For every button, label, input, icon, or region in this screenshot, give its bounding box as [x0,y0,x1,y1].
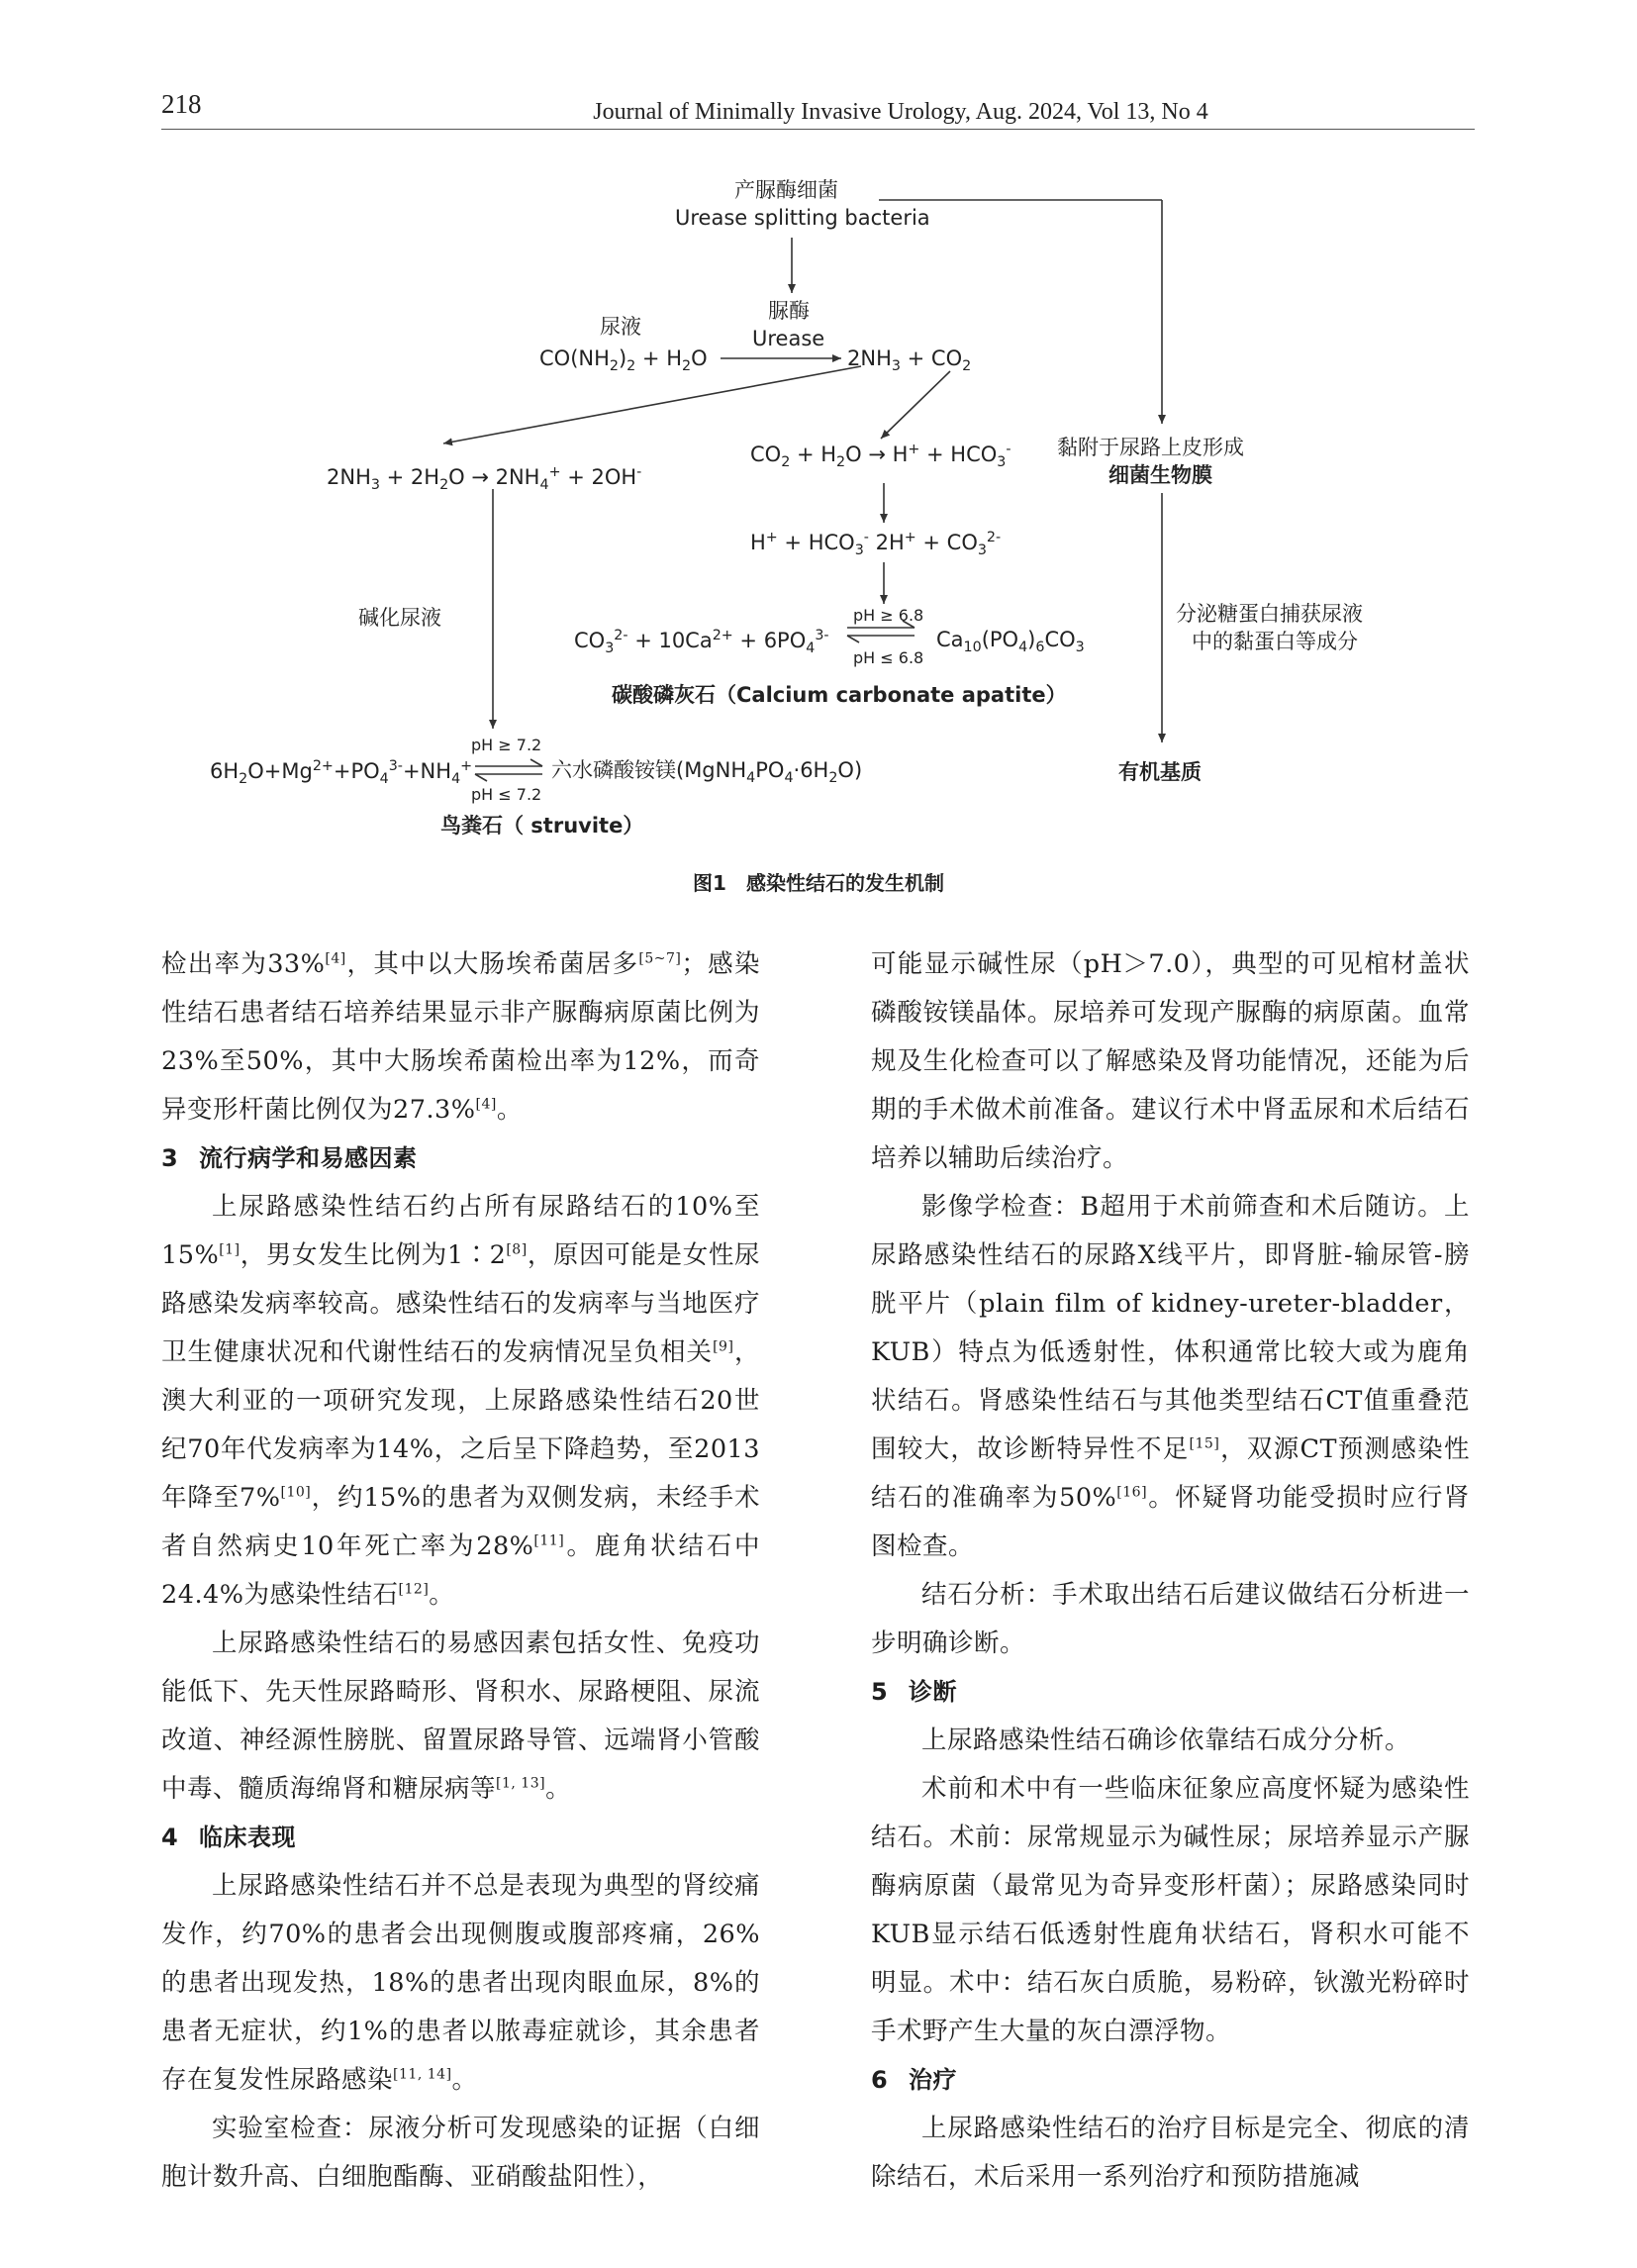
body-paragraph: 影像学检查：B超用于术前筛查和术后随访。上尿路感染性结石的尿路X线平片，即肾脏-输尿管-膀胱平片（plain film of kidney-ureter-bladder，KUB）特点为低透射性，体积通常比较大或为鹿角状结石。肾感染性结石与其他类型结石CT值重叠范围较大，故诊断特异性不足[15]，双源CT预测感染性结石的准确率为50%[16]。怀疑肾功能受损时应行肾图检查。 [871,1192,1470,1561]
label-secrete-line2: 中的黏蛋白等成分 [1192,630,1358,653]
formula-struvite-left: $6H_2O+Mg^{2+}+PO_4^{3-}+NH_4^+$ [210,758,473,788]
right-column [871,940,1470,2202]
label-alkaline-urine: 碱化尿液 [358,606,441,630]
body-paragraph: 实验室检查：尿液分析可发现感染的证据（白细胞计数升高、白细胞酯酶、亚硝酸盐阳性）， [161,2114,760,2192]
label-secrete-line1: 分泌糖蛋白捕获尿液 [1176,602,1363,626]
body-paragraph: 上尿路感染性结石的易感因素包括女性、免疫功能低下、先天性尿路畸形、肾积水、尿路梗阻、尿流改道、神经源性膀胱、留置尿路导管、远端肾小管酸中毒、髓质海绵肾和糖尿病等[1, 13]。 [161,1628,760,1804]
label-adhesion: 黏附于尿路上皮形成 [1057,436,1244,459]
body-paragraph: 检出率为33%[4]，其中以大肠埃希菌居多[5~7]；感染性结石患者结石培养结果显示非产脲酶病原菌比例为23%至50%，其中大肠埃希菌检出率为12%，而奇异变形杆菌比例仅为27.3%[4]。 [161,949,760,1125]
section-heading [161,1814,760,1862]
arrow-nh3-to-co2 [881,371,950,439]
label-biofilm: 细菌生物膜 [1108,463,1212,487]
formula-urea: $CO(NH_2)_2 + H_2O$ [539,346,708,375]
body-paragraph: 可能显示碱性尿（pH＞7.0），典型的可见棺材盖状磷酸铵镁晶体。尿培养可发现产脲酶的病原菌。血常规及生化检查可以了解感染及肾功能情况，还能为后期的手术做术前准备。建议行术中肾盂尿和术后结石培养以辅助后续治疗。 [871,949,1470,1173]
body-paragraph: 上尿路感染性结石并不总是表现为典型的肾绞痛发作，约70%的患者会出现侧腹或腹部疼痛，26%的患者出现发热，18%的患者出现肉眼血尿，8%的患者无症状，约1%的患者以脓毒症就诊，其余患者存在复发性尿路感染[11, 14]。 [161,1871,760,2095]
body-paragraph: 上尿路感染性结石约占所有尿路结石的10%至15%[1]，男女发生比例为1∶2[8]，原因可能是女性尿路感染发病率较高。感染性结石的发病率与当地医疗卫生健康状况和代谢性结石的发病情况呈负相关[9]，澳大利亚的一项研究发现，上尿路感染性结石20世纪70年代发病率为14%，之后呈下降趋势，至2013年降至7%[10]，约15%的患者为双侧发病，未经手术者自然病史10年死亡率为28%[11]。鹿角状结石中24.4%为感染性结石[12]。 [161,1192,760,1610]
label-urine: 尿液 [600,315,641,339]
section-heading [871,2056,1470,2105]
body-paragraph: 术前和术中有一些临床征象应高度怀疑为感染性结石。术前：尿常规显示为碱性尿；尿培养显示产脲酶病原菌（最常见为奇异变形杆菌）；尿路感染同时KUB显示结石低透射性鹿角状结石，肾积水可能不明显。术中：结石灰白质脆，易粉碎，钬激光粉碎时手术野产生大量的灰白漂浮物。 [871,1774,1470,2046]
equilibrium-struvite-lower-barb [475,774,487,781]
formula-apatite-right: $Ca_{10}(PO_4)_6CO_3$ [936,628,1085,656]
section-title: 流行病学和易感因素 [199,1144,418,1172]
formula-apatite-left: $CO_3^{2-} + 10Ca^{2+} + 6PO_4^{3-}$ [574,628,829,657]
formula-nh3-co2: $2NH_3 + CO_2$ [847,346,972,375]
page-header [0,0,1637,139]
section-number: 6 [871,2066,889,2094]
body-paragraph: 上尿路感染性结石的治疗目标是完全、彻底的清除结石，术后采用一系列治疗和预防措施减 [871,2114,1470,2192]
figure-mechanism-diagram [0,158,1637,851]
label-apatite-name: 碳酸磷灰石（Calcium carbonate apatite） [612,683,1067,707]
label-organic-matrix: 有机基质 [1118,760,1202,784]
section-title: 诊断 [909,1678,957,1706]
label-urease-en: Urease [752,327,825,350]
journal-title: Journal of Minimally Invasive Urology, Aug. 2024, Vol 13, No 4 [593,99,1208,125]
label-urease-bacteria-cn: 产脲酶细菌 [734,178,838,202]
formula-struvite-right: 六水磷酸铵镁$(MgNH_4PO_4\cdot 6H_2O)$ [551,758,863,787]
formula-hco3-reaction: $H^+ + HCO_3^-$ $2H^+ + CO_3^{2-}$ [750,530,1002,559]
diagram-arrows [0,158,1637,851]
section-number: 3 [161,1144,179,1172]
header-divider [161,129,1475,130]
section-number: 4 [161,1824,179,1851]
formula-co2-reaction: $CO_2 + H_2O \to H^+ + HCO_3^-$ [750,442,1011,471]
figure-caption: 图1 感染性结石的发生机制 [693,871,944,895]
label-apatite-ph-low: pH ≤ 6.8 [853,648,924,667]
label-urease-cn: 脲酶 [768,299,810,323]
label-urease-bacteria-en: Urease splitting bacteria [675,206,930,230]
body-paragraph: 结石分析：手术取出结石后建议做结石分析进一步明确诊断。 [871,1580,1470,1658]
page-number: 218 [161,89,202,119]
label-struvite-ph-high: pH ≥ 7.2 [471,736,542,754]
body-paragraph: 上尿路感染性结石确诊依靠结石成分分析。 [921,1726,1411,1755]
section-number: 5 [871,1678,889,1706]
equilibrium-apatite-lower-barb [847,636,859,642]
section-heading [871,1668,1470,1717]
section-title: 临床表现 [199,1824,296,1851]
label-struvite-name: 鸟粪石（ struvite） [440,814,644,838]
section-title: 治疗 [909,2066,957,2094]
label-struvite-ph-low: pH ≤ 7.2 [471,785,542,804]
label-apatite-ph-high: pH ≥ 6.8 [853,606,924,625]
left-column [161,940,760,2202]
equilibrium-struvite-upper-barb [530,759,542,766]
formula-ammonia-reaction: $2NH_3 + 2H_2O \to 2NH_4^+ + 2OH^-$ [327,464,642,494]
section-heading [161,1134,760,1183]
arrow-nh3-to-ammonia [443,366,861,444]
